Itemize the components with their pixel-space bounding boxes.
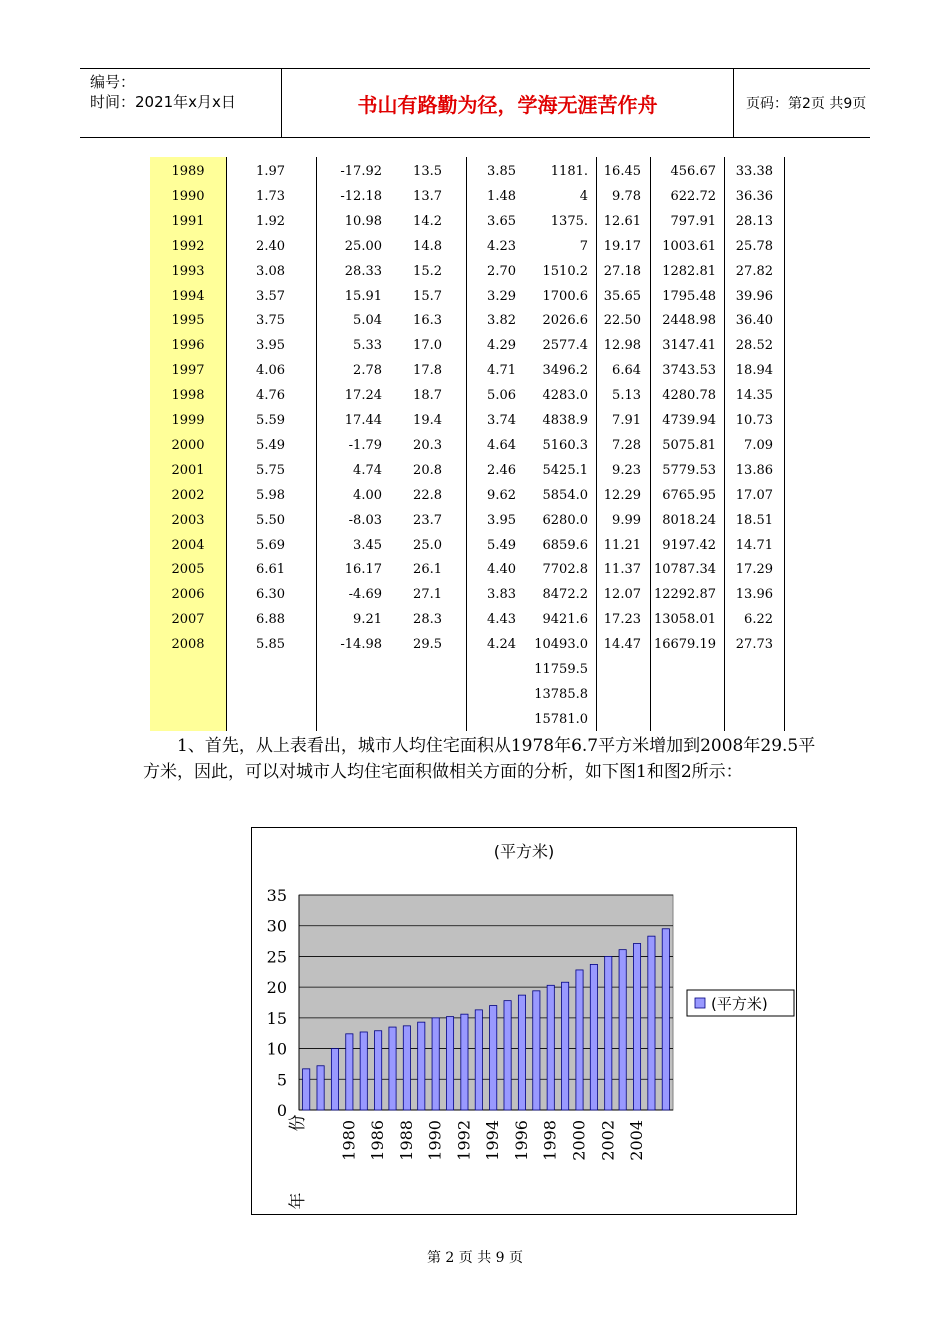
y-tick-label: 35 <box>266 886 287 905</box>
legend-label: (平方米) <box>711 995 768 1013</box>
x-tick-label: 1992 <box>454 1120 474 1161</box>
table-cell: 3496.2 <box>542 363 588 379</box>
bar <box>446 1017 453 1110</box>
table-cell: 5779.53 <box>662 462 716 478</box>
table-cell: 622.72 <box>670 188 716 204</box>
table-cell: 1510.2 <box>542 263 588 279</box>
bar <box>605 956 612 1110</box>
table-cell: 4280.78 <box>662 388 716 404</box>
table-cell: 6765.95 <box>662 487 716 503</box>
table-cell: 4.23 <box>487 238 516 254</box>
table-cell: 12.29 <box>603 487 641 503</box>
table-cell: 5075.81 <box>662 437 716 453</box>
y-tick-label: 25 <box>266 947 287 967</box>
bar <box>633 944 640 1110</box>
table-cell: 28.33 <box>344 263 382 279</box>
table-cell: 3.08 <box>256 263 285 279</box>
table-cell: 3.74 <box>487 413 516 428</box>
table-cell: 4739.94 <box>662 413 716 428</box>
bar <box>490 1006 497 1110</box>
table-cell: 5.33 <box>353 338 382 354</box>
table-cell: 4.40 <box>487 562 516 578</box>
table-cell: 13.96 <box>735 587 773 603</box>
y-tick-label: 10 <box>266 1039 287 1059</box>
table-cell: 39.96 <box>735 288 773 304</box>
table-cell: 797.91 <box>670 213 716 229</box>
table-cell: 25.0 <box>413 537 442 553</box>
bar <box>648 936 655 1110</box>
table-cell-year: 1995 <box>171 313 205 329</box>
table-cell: 3.29 <box>487 288 516 304</box>
bar <box>360 1032 367 1110</box>
table-cell: 7702.8 <box>542 562 588 578</box>
table-cell: 23.7 <box>413 512 442 528</box>
table-cell: 9.23 <box>612 462 641 478</box>
table-cell-year: 2002 <box>171 487 205 503</box>
table-cell: 1003.61 <box>662 238 716 254</box>
table-cell: 3147.41 <box>662 338 716 354</box>
table-cell: 2026.6 <box>542 313 588 329</box>
table-cell-year: 1993 <box>171 263 205 279</box>
table-cell: 2.40 <box>256 238 285 254</box>
table-cell: 9.21 <box>353 612 382 628</box>
bar <box>562 982 569 1110</box>
bar <box>317 1066 324 1110</box>
table-cell: -4.69 <box>348 587 382 603</box>
table-cell: 9421.6 <box>542 612 588 628</box>
table-cell: 10493.0 <box>534 637 588 653</box>
table-cell: 8472.2 <box>542 587 588 603</box>
table-cell: 1700.6 <box>542 288 588 304</box>
table-cell: 6859.6 <box>542 537 588 553</box>
table-cell: 3.85 <box>487 164 516 179</box>
table-cell: 16679.19 <box>653 637 716 653</box>
table-cell: 22.50 <box>603 313 641 329</box>
table-cell: 17.29 <box>735 562 773 578</box>
table-cell-year: 2007 <box>171 612 205 628</box>
table-cell: 33.38 <box>735 164 773 179</box>
y-tick-label: 20 <box>266 978 287 998</box>
table-cell: 2577.4 <box>542 338 588 354</box>
table-cell: 13.5 <box>413 164 442 179</box>
table-cell: 4.06 <box>256 363 285 379</box>
table-cell: 5.04 <box>353 313 382 329</box>
table-cell: 6.22 <box>744 612 773 628</box>
table-cell: -17.92 <box>340 164 382 179</box>
table-cell: 10.73 <box>735 413 773 428</box>
table-column-divider <box>784 157 785 731</box>
table-cell: 6.64 <box>612 363 641 379</box>
table-cell-year: 1992 <box>171 238 205 254</box>
bar <box>418 1022 425 1110</box>
header-number-label: 编号： <box>90 73 136 91</box>
table-cell: 4283.0 <box>542 388 588 404</box>
table-cell: 5.06 <box>487 388 516 404</box>
table-cell-year: 1989 <box>171 164 205 179</box>
table-cell: 17.0 <box>413 338 442 354</box>
table-cell-year: 2008 <box>171 637 205 653</box>
table-cell: 14.35 <box>735 388 773 404</box>
table-cell: 13.7 <box>413 188 442 204</box>
table-cell: 5425.1 <box>542 462 588 478</box>
table-cell: 19.4 <box>413 413 442 428</box>
table-cell-year: 2005 <box>171 562 205 578</box>
table-cell: 28.52 <box>735 338 773 354</box>
header-slogan: 书山有路勤为径，学海无涯苦作舟 <box>282 69 734 137</box>
table-cell: 5.75 <box>256 462 285 478</box>
header-page-info: 页码：第2页 共9页 <box>746 96 867 112</box>
table-cell: 22.8 <box>413 487 442 503</box>
bar <box>547 985 554 1110</box>
table-cell: 15.7 <box>413 288 442 304</box>
table-cell: 6.30 <box>256 587 285 603</box>
table-cell: -8.03 <box>348 512 382 528</box>
table-cell: 7.09 <box>744 437 773 453</box>
table-cell: 19.17 <box>603 238 641 254</box>
table-cell: 3.95 <box>256 338 285 354</box>
table-cell: -12.18 <box>340 188 382 204</box>
x-tick-label: 1996 <box>511 1120 531 1161</box>
bar <box>619 950 626 1110</box>
table-cell: 4.74 <box>353 462 382 478</box>
table-cell-year: 1999 <box>171 413 205 428</box>
x-axis-label-char: 年 <box>288 1192 308 1210</box>
table-cell: 1795.48 <box>662 288 716 304</box>
table-cell: 2.78 <box>353 363 382 379</box>
table-cell: 5.49 <box>487 537 516 553</box>
table-cell: 4.71 <box>487 363 516 379</box>
table-cell: 3.65 <box>487 213 516 229</box>
x-axis-label-char: 份 <box>288 1114 308 1132</box>
table-cell-year: 2006 <box>171 587 205 603</box>
bar <box>475 1010 482 1110</box>
table-cell: 4838.9 <box>542 413 588 428</box>
table-cell: 1282.81 <box>662 263 716 279</box>
table-cell: 15.2 <box>413 263 442 279</box>
table-cell: 7.28 <box>612 437 641 453</box>
table-cell: 17.07 <box>735 487 773 503</box>
table-cell: 2448.98 <box>662 313 716 329</box>
x-tick-label: 2002 <box>598 1120 618 1161</box>
table-cell: 11759.5 <box>534 662 588 677</box>
table-cell: 5.85 <box>256 637 285 653</box>
table-cell: 3.83 <box>487 587 516 603</box>
chart-title: (平方米) <box>493 842 555 861</box>
table-cell: 16.3 <box>413 313 442 329</box>
table-cell: 4.29 <box>487 338 516 354</box>
bar <box>346 1034 353 1110</box>
table-cell: 15781.0 <box>534 711 588 727</box>
table-cell: 8018.24 <box>662 512 716 528</box>
table-cell: 27.18 <box>603 263 641 279</box>
table-cell: 12.61 <box>603 213 641 229</box>
table-cell: 5.13 <box>612 388 641 404</box>
table-cell: 14.71 <box>735 537 773 553</box>
table-cell: 1.73 <box>256 188 285 204</box>
table-cell: 17.8 <box>413 363 442 379</box>
table-cell: 1375. <box>550 213 588 229</box>
page-header <box>80 68 870 138</box>
table-cell: 27.82 <box>735 263 773 279</box>
table-cell: 9197.42 <box>662 537 716 553</box>
table-cell: 5.98 <box>256 487 285 503</box>
bar <box>375 1031 382 1110</box>
bar <box>504 1001 511 1110</box>
x-tick-label: 1990 <box>425 1120 445 1161</box>
table-cell-year: 2003 <box>171 512 205 528</box>
x-tick-label: 1980 <box>339 1120 359 1161</box>
table-cell: 4.43 <box>487 612 516 628</box>
x-tick-label: 2000 <box>569 1120 589 1161</box>
table-cell: 36.40 <box>735 313 773 329</box>
page-footer: 第 2 页 共 9 页 <box>426 1250 524 1266</box>
table-cell: 17.24 <box>344 388 382 404</box>
table-cell: 26.1 <box>413 562 442 578</box>
bar <box>303 1069 310 1110</box>
y-tick-label: 30 <box>266 916 287 936</box>
table-cell: 15.91 <box>344 288 382 304</box>
x-tick-label: 1986 <box>368 1120 388 1161</box>
x-tick-label: 1988 <box>396 1120 416 1161</box>
table-cell: 9.78 <box>612 188 641 204</box>
table-cell: 13785.8 <box>534 686 588 702</box>
table-cell: 2.70 <box>487 263 516 279</box>
table-cell-year: 1998 <box>171 388 205 404</box>
table-cell: 3.95 <box>487 512 516 528</box>
table-cell-year: 2001 <box>171 462 205 478</box>
table-cell: 35.65 <box>603 288 641 304</box>
table-cell: 28.13 <box>735 213 773 229</box>
plot-area <box>299 895 673 1110</box>
bar <box>461 1014 468 1110</box>
table-cell: 27.1 <box>413 587 442 603</box>
table-cell: 6280.0 <box>542 512 588 528</box>
header-time: 时间：2021年x月x日 <box>90 93 236 111</box>
table-cell-year: 1991 <box>171 213 205 229</box>
table-cell: 12.07 <box>603 587 641 603</box>
x-tick-label: 1994 <box>483 1120 503 1161</box>
table-cell: 9.62 <box>487 487 516 503</box>
table-cell-year: 1990 <box>171 188 205 204</box>
table-cell: 13058.01 <box>653 612 716 628</box>
table-cell: 36.36 <box>735 188 773 204</box>
table-cell: 20.3 <box>413 437 442 453</box>
bar <box>533 991 540 1110</box>
table-cell: 5160.3 <box>542 437 588 453</box>
table-cell-year: 2004 <box>171 537 205 553</box>
table-cell-year: 1994 <box>171 288 205 304</box>
table-cell: 27.73 <box>735 637 773 653</box>
table-cell: 18.94 <box>735 363 773 379</box>
table-cell: 10.98 <box>344 213 382 229</box>
table-cell: 20.8 <box>413 462 442 478</box>
x-tick-label: 1998 <box>540 1120 560 1161</box>
bar <box>662 929 669 1110</box>
table-cell: 13.86 <box>735 462 773 478</box>
table-cell: 25.00 <box>344 238 382 254</box>
table-cell: 1181. <box>550 164 588 179</box>
table-cell: 3.75 <box>256 313 285 329</box>
table-cell: 5854.0 <box>542 487 588 503</box>
table-cell: 4.00 <box>353 487 382 503</box>
table-cell: 18.7 <box>413 388 442 404</box>
body-paragraph: 1、首先，从上表看出，城市人均住宅面积从1978年6.7平方米增加到2008年29.5平方米，因此，可以对城市人均住宅面积做相关方面的分析，如下图1和图2所示： <box>143 736 816 782</box>
table-cell: 16.17 <box>344 562 382 578</box>
x-tick-label: 2004 <box>627 1120 647 1161</box>
table-cell: 10787.34 <box>653 562 716 578</box>
y-tick-label: 0 <box>276 1101 287 1120</box>
table-cell: 18.51 <box>735 512 773 528</box>
table-cell: 1.97 <box>256 164 285 179</box>
table-cell: 17.44 <box>344 413 382 428</box>
table-cell: 14.8 <box>413 238 442 254</box>
table-cell: 5.69 <box>256 537 285 553</box>
table-cell: 12.98 <box>603 338 641 354</box>
table-cell: 6.88 <box>256 612 285 628</box>
table-cell: 17.23 <box>603 612 641 628</box>
table-cell: 14.2 <box>413 213 442 229</box>
table-cell: 5.59 <box>256 413 285 428</box>
table-cell-year: 1997 <box>171 363 205 379</box>
table-cell: 4.24 <box>487 637 516 653</box>
table-cell: 3.57 <box>256 288 285 304</box>
bar <box>576 970 583 1110</box>
table-cell: 29.5 <box>413 637 442 653</box>
table-cell: 12292.87 <box>653 587 716 603</box>
table-cell: 11.21 <box>603 537 641 553</box>
bar <box>331 1049 338 1110</box>
bar <box>432 1018 439 1110</box>
bar <box>590 964 597 1110</box>
table-cell: 1.48 <box>487 188 516 204</box>
table-cell: 3.82 <box>487 313 516 329</box>
table-cell: 4.64 <box>487 437 516 453</box>
legend-swatch <box>695 998 705 1008</box>
table-cell: 9.99 <box>612 512 641 528</box>
table-cell: 3743.53 <box>662 363 716 379</box>
header-meta <box>80 69 282 137</box>
table-cell: 2.46 <box>487 462 516 478</box>
table-cell: 28.3 <box>413 612 442 628</box>
area-bar-chart <box>251 827 797 1215</box>
table-cell: 4.76 <box>256 388 285 404</box>
table-cell: 456.67 <box>670 164 716 179</box>
table-cell-year: 1996 <box>171 338 205 354</box>
table-cell: 16.45 <box>603 164 641 179</box>
table-cell: 6.61 <box>256 562 285 578</box>
table-cell: 3.45 <box>353 537 382 553</box>
table-cell: -14.98 <box>340 637 382 653</box>
table-cell: 25.78 <box>735 238 773 254</box>
table-cell: 7 <box>579 238 588 254</box>
table-cell: 11.37 <box>603 562 641 578</box>
table-cell: 4 <box>579 188 588 204</box>
table-cell: 7.91 <box>612 413 641 428</box>
bar <box>403 1026 410 1110</box>
table-cell: -1.79 <box>348 437 382 453</box>
table-cell: 14.47 <box>603 637 641 653</box>
table-cell: 5.50 <box>256 512 285 528</box>
table-cell: 1.92 <box>256 213 285 229</box>
y-tick-label: 15 <box>266 1008 287 1028</box>
bar <box>518 995 525 1110</box>
table-cell: 5.49 <box>256 437 285 453</box>
bar <box>389 1027 396 1110</box>
table-cell-year: 2000 <box>171 437 205 453</box>
y-tick-label: 5 <box>276 1070 287 1090</box>
